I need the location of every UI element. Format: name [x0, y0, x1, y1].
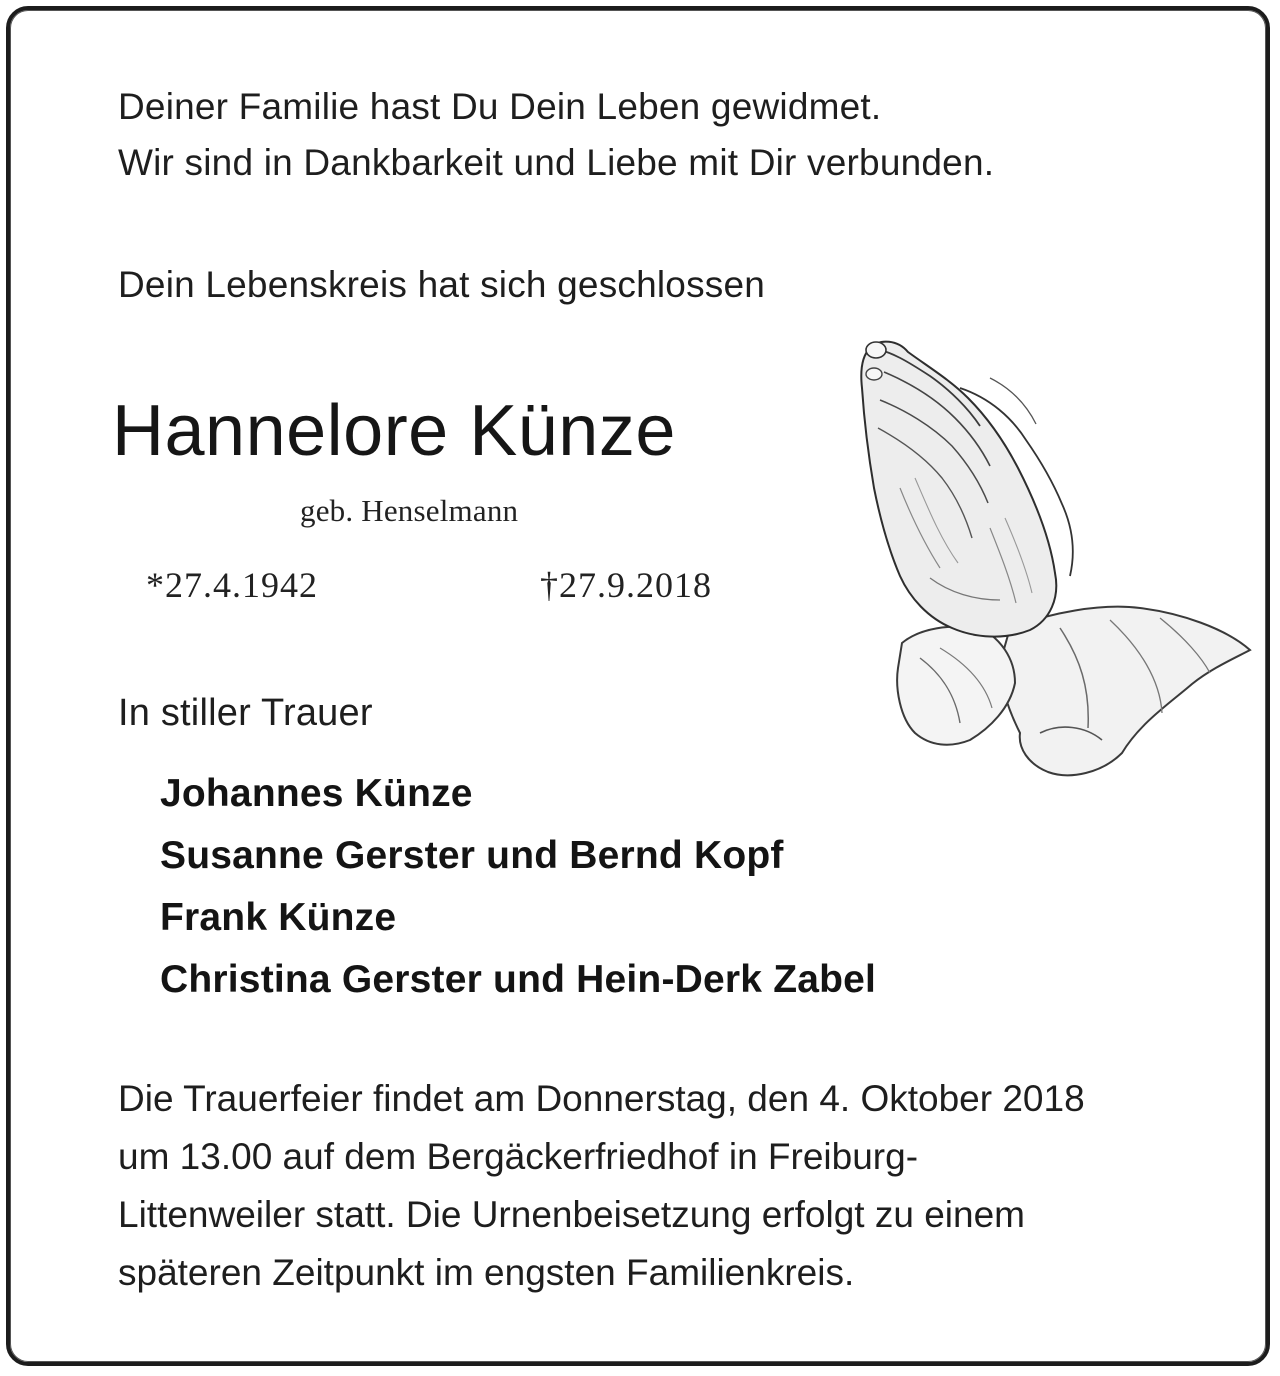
relative-name: Christina Gerster und Hein-Derk Zabel: [160, 958, 877, 1001]
relative-name: Frank Künze: [160, 896, 397, 939]
intro-line-1: Deiner Familie hast Du Dein Leben gewidmet.: [118, 86, 882, 127]
death-date: †27.9.2018: [540, 565, 712, 605]
praying-hands-icon: [840, 328, 1260, 788]
notice-line: um 13.00 auf dem Bergäckerfriedhof in Freiburg-: [118, 1136, 919, 1177]
notice-line: Die Trauerfeier findet am Donnerstag, den 4. Oktober 2018: [118, 1078, 1085, 1119]
maiden-name: geb. Henselmann: [300, 493, 519, 528]
birth-date: *27.4.1942: [146, 565, 318, 605]
mourning-heading: In stiller Trauer: [118, 692, 373, 734]
notice-line: Littenweiler statt. Die Urnenbeisetzung erfolgt zu einem: [118, 1194, 1025, 1235]
intro-line-3: Dein Lebenskreis hat sich geschlossen: [118, 264, 766, 305]
ceremony-notice: [118, 1070, 1218, 1302]
relative-name: Johannes Künze: [160, 772, 473, 815]
deceased-name: Hannelore Künze: [112, 391, 676, 471]
relative-name: Susanne Gerster und Bernd Kopf: [160, 834, 784, 877]
notice-line: späteren Zeitpunkt im engsten Familienkreis.: [118, 1252, 855, 1293]
intro-line-2: Wir sind in Dankbarkeit und Liebe mit Dir verbunden.: [118, 142, 995, 183]
